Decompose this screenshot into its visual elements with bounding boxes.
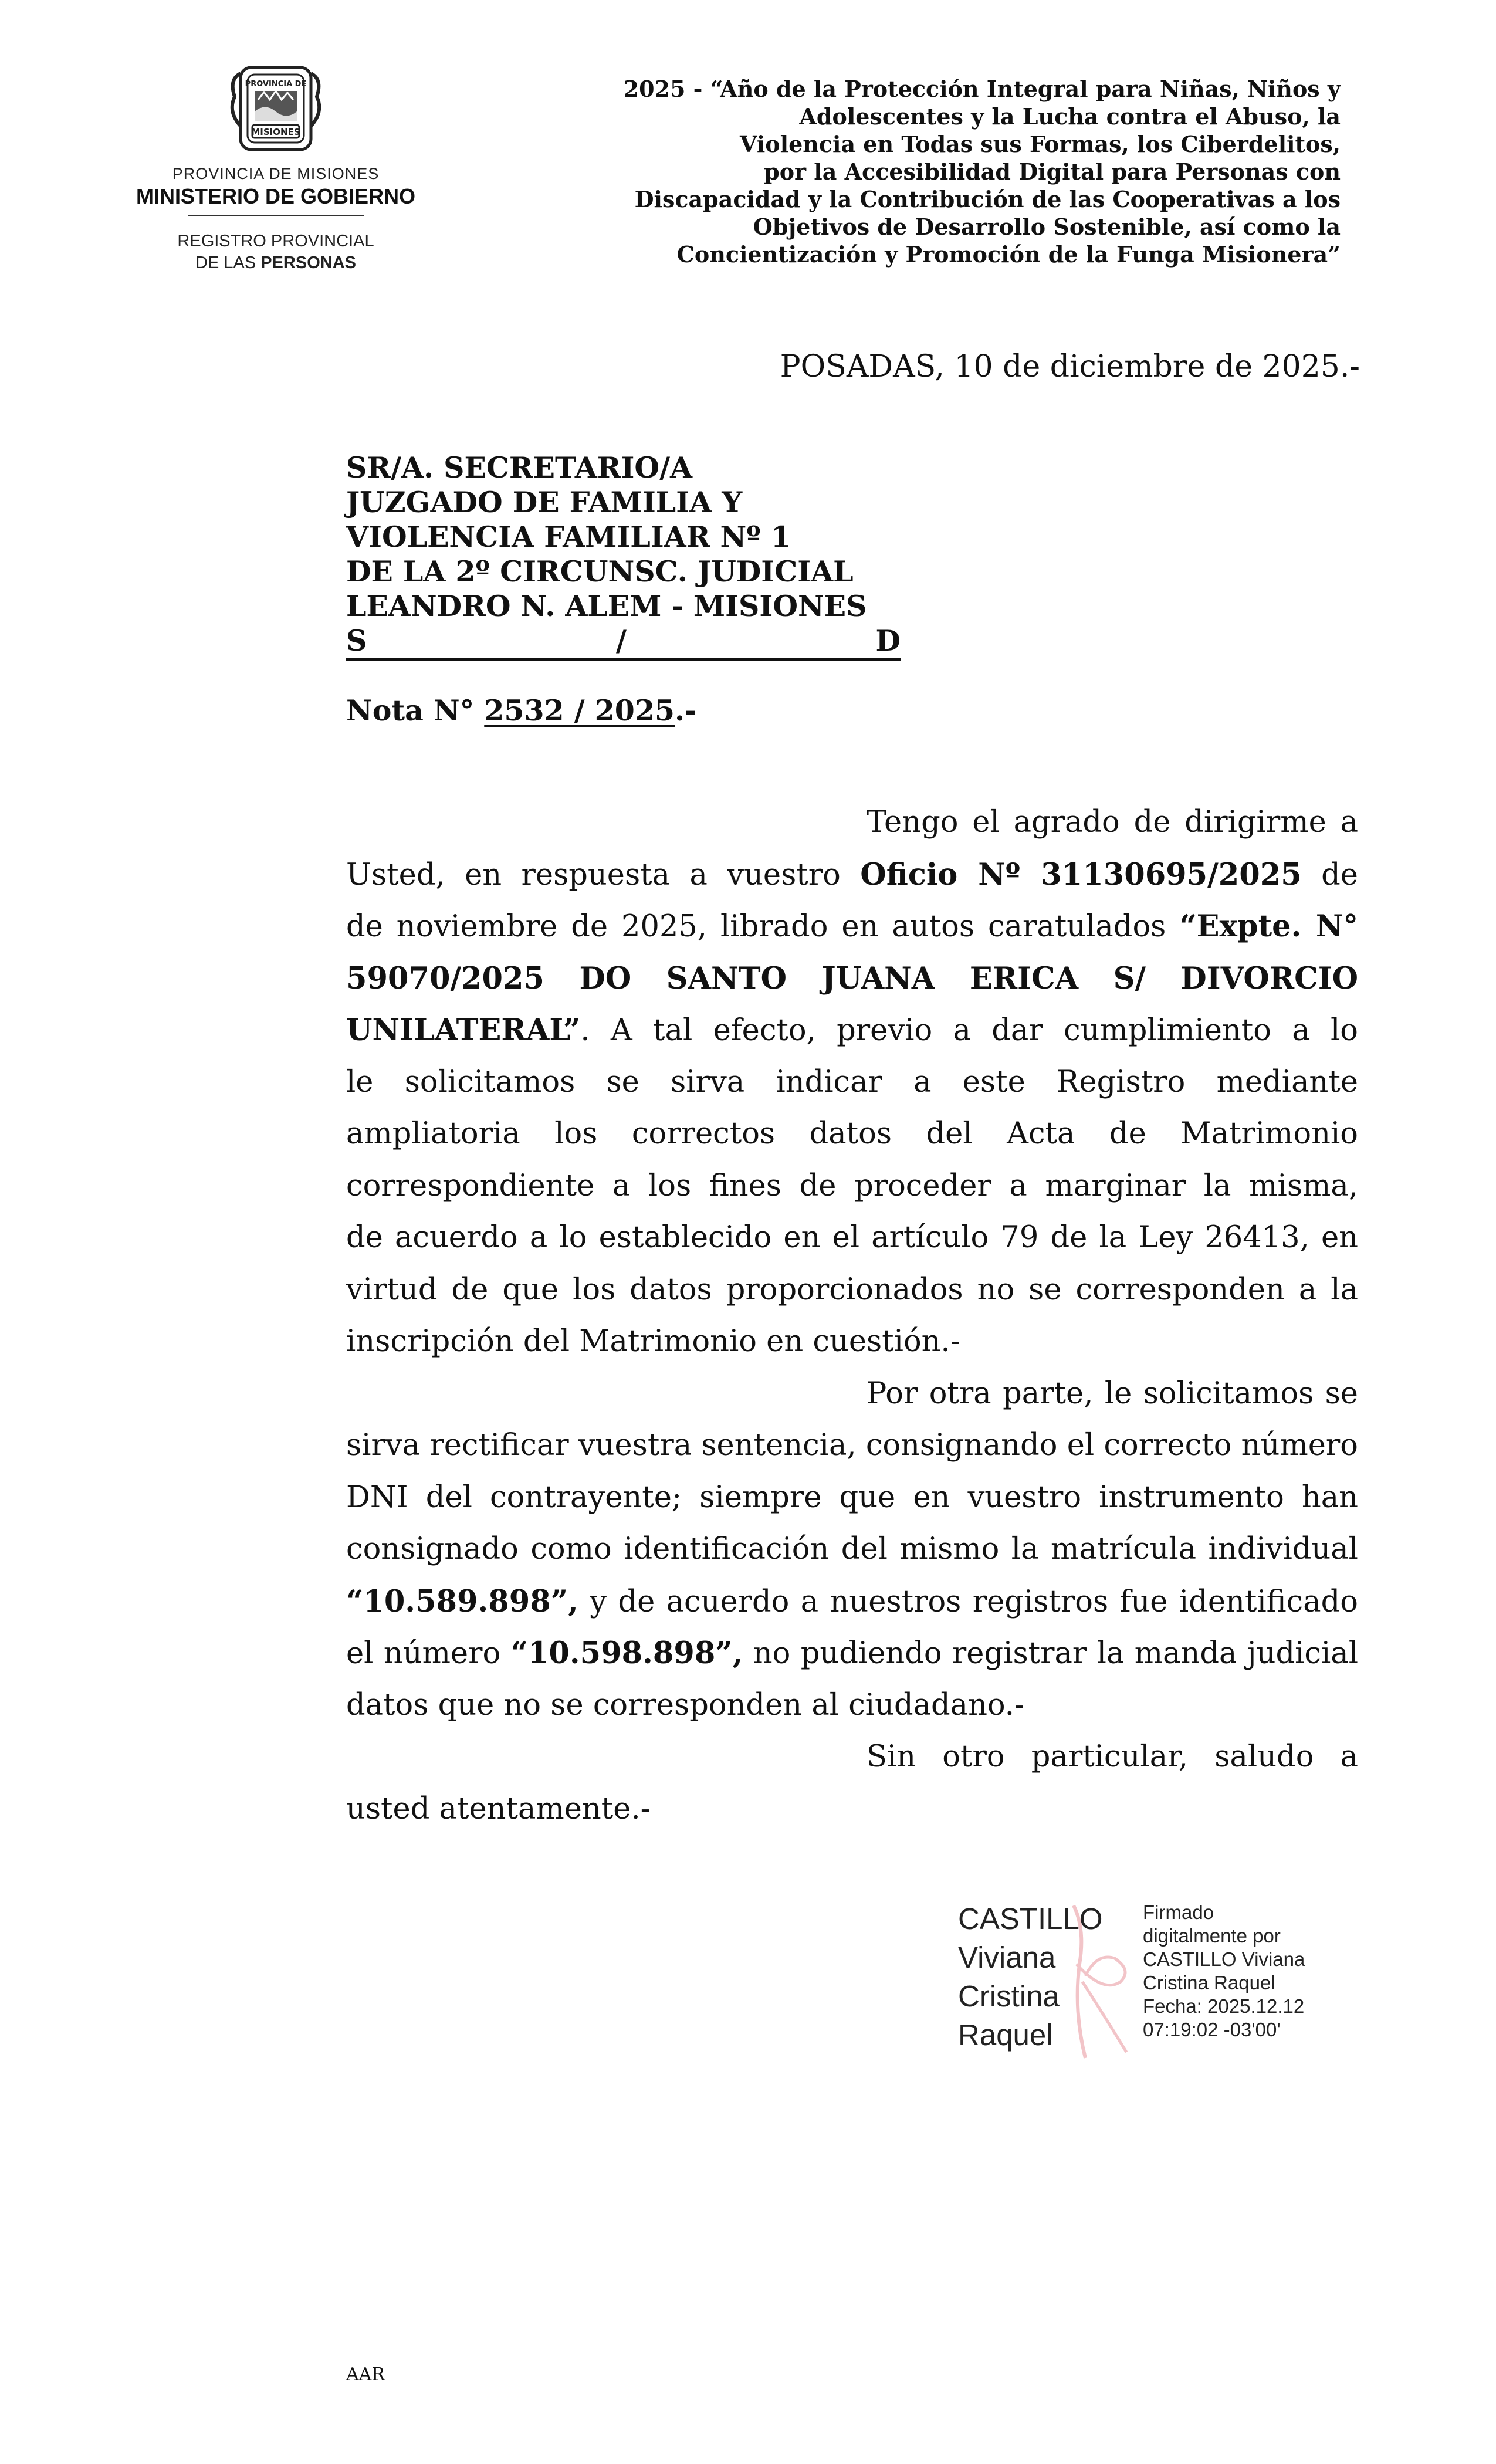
dni-registered: “10.598.898”, [510,1636,743,1671]
p2-line3: DNI del contrayente; siempre que en vuestro instrumento han [346,1480,1358,1515]
p3-line2: usted atentamente.- [346,1791,651,1826]
signature-detail-line: Fecha: 2025.12.12 [1143,1995,1305,2017]
case-title-end: UNILATERAL” [346,1013,581,1048]
p1-line1: Tengo el agrado de dirigirme a [867,805,1358,840]
year-motto [563,75,1341,268]
signature-detail-line: 07:19:02 -03'00' [1143,2019,1281,2040]
oficio-number: Oficio Nº 31130695/2025 [860,857,1302,892]
p1-line6: le solicitamos se sirva indicar a este Registro mediante [346,1064,1358,1099]
typist-initials: AAR [346,2364,385,2385]
note-label: Nota N° [346,693,475,727]
logo-province-text: PROVINCIA DE MISIONES [172,165,380,182]
provincial-crest-icon [217,56,334,161]
note-reference [346,693,696,727]
sd-d: D [875,624,901,658]
p1-line8: correspondiente a los fines de proceder a marginar la misma, [346,1168,1358,1203]
signer-name-line: Viviana [958,1941,1056,1974]
p2-line2: sirva rectificar vuestra sentencia, consignando el correcto número [346,1428,1358,1463]
signer-name-line: Raquel [958,2018,1053,2052]
text-span: de [1321,857,1358,892]
paragraph-line [346,1368,1358,1420]
ministry-logo [111,56,440,273]
dni-cited: “10.589.898”, [346,1583,578,1619]
p2-line4: consignado como identificación del mismo la matrícula individual [346,1532,1358,1566]
motto-line: Violencia en Todas sus Formas, los Ciberdelitos, [740,131,1341,157]
p1-line11: inscripción del Matrimonio en cuestión.- [346,1324,960,1359]
registry-name-line2 [111,253,440,273]
logo-ministry-text: MINISTERIO DE GOBIERNO [136,184,416,208]
text-span: el número [346,1636,511,1671]
paragraph-line [346,1731,1358,1783]
addressee-block [346,451,901,661]
text-span: y de acuerdo a nuestros registros fue identificado [590,1584,1358,1619]
sd-s: S [346,624,367,658]
sd-line [346,624,901,661]
letter-body [346,797,1358,1835]
text-span: Usted, en respuesta a vuestro [346,857,861,892]
addressee-line: LEANDRO N. ALEM - MISIONES [346,589,867,623]
addressee-line: VIOLENCIA FAMILIAR Nº 1 [346,520,791,554]
paragraph-line [346,797,1358,849]
motto-line: por la Accesibilidad Digital para Personas con [764,158,1341,185]
p3-line1: Sin otro particular, saludo a [867,1739,1358,1774]
text-span: de noviembre de 2025, librado en autos caratulados [346,909,1180,944]
p1-line5 [346,1004,1358,1057]
p1-line2 [346,849,1358,901]
sd-slash: / [616,624,627,658]
signer-name-line: CASTILLO [958,1902,1103,1935]
expediente-label: “Expte. N° [1179,909,1358,944]
signature-details [1143,1901,1305,2042]
p1-line4: 59070/2025 DO SANTO JUANA ERICA S/ DIVORCIO [346,960,1358,996]
crest-text-bottom: MISIONES [251,127,300,137]
digital-signature-mark-icon [1050,1894,1138,2070]
motto-line: 2025 - “Año de la Protección Integral para Niñas, Niños y [623,76,1341,102]
p2-line6 [346,1627,1358,1680]
signature-detail-line: Cristina Raquel [1143,1972,1275,1993]
p1-line3 [346,901,1358,953]
registry-prefix: DE LAS [195,253,261,272]
document-date: POSADAS, 10 de diciembre de 2025.- [780,349,1360,384]
text-span: no pudiendo registrar la manda judicial [753,1636,1358,1671]
addressee-line: JUZGADO DE FAMILIA Y [346,485,743,519]
p2-line5 [346,1576,1358,1628]
registry-bold: PERSONAS [260,253,356,272]
signature-detail-line: Firmado [1143,1901,1214,1923]
signer-name-line: Cristina [958,1979,1060,2013]
p1-line9: de acuerdo a lo establecido en el artículo 79 de la Ley 26413, en [346,1220,1358,1255]
p1-line10: virtud de que los datos proporcionados no se corresponden a la [346,1272,1358,1307]
note-suffix: .- [675,693,697,727]
addressee-line: DE LA 2º CIRCUNSC. JUDICIAL [346,554,854,588]
registry-name-line1: REGISTRO PROVINCIAL [177,232,374,251]
motto-line: Adolescentes y la Lucha contra el Abuso, la [799,103,1341,130]
crest-text-top: PROVINCIA DE [245,80,307,89]
p2-line7: datos que no se corresponden al ciudadano.- [346,1687,1025,1722]
note-number: 2532 / 2025 [484,693,675,727]
signature-detail-line: CASTILLO Viviana [1143,1948,1305,1970]
motto-line: Discapacidad y la Contribución de las Cooperativas a los [634,186,1341,212]
p2-line1: Por otra parte, le solicitamos se [867,1376,1358,1411]
p1-line7: ampliatoria los correctos datos del Acta de Matrimonio [346,1116,1358,1151]
logo-divider [188,215,364,216]
addressee-line: SR/A. SECRETARIO/A [346,451,692,485]
text-span: . A tal efecto, previo a dar cumplimiento a lo [580,1013,1358,1048]
motto-line: Concientización y Promoción de la Funga Misionera” [676,241,1341,268]
signature-detail-line: digitalmente por [1143,1925,1281,1947]
motto-line: Objetivos de Desarrollo Sostenible, así como la [753,214,1341,240]
